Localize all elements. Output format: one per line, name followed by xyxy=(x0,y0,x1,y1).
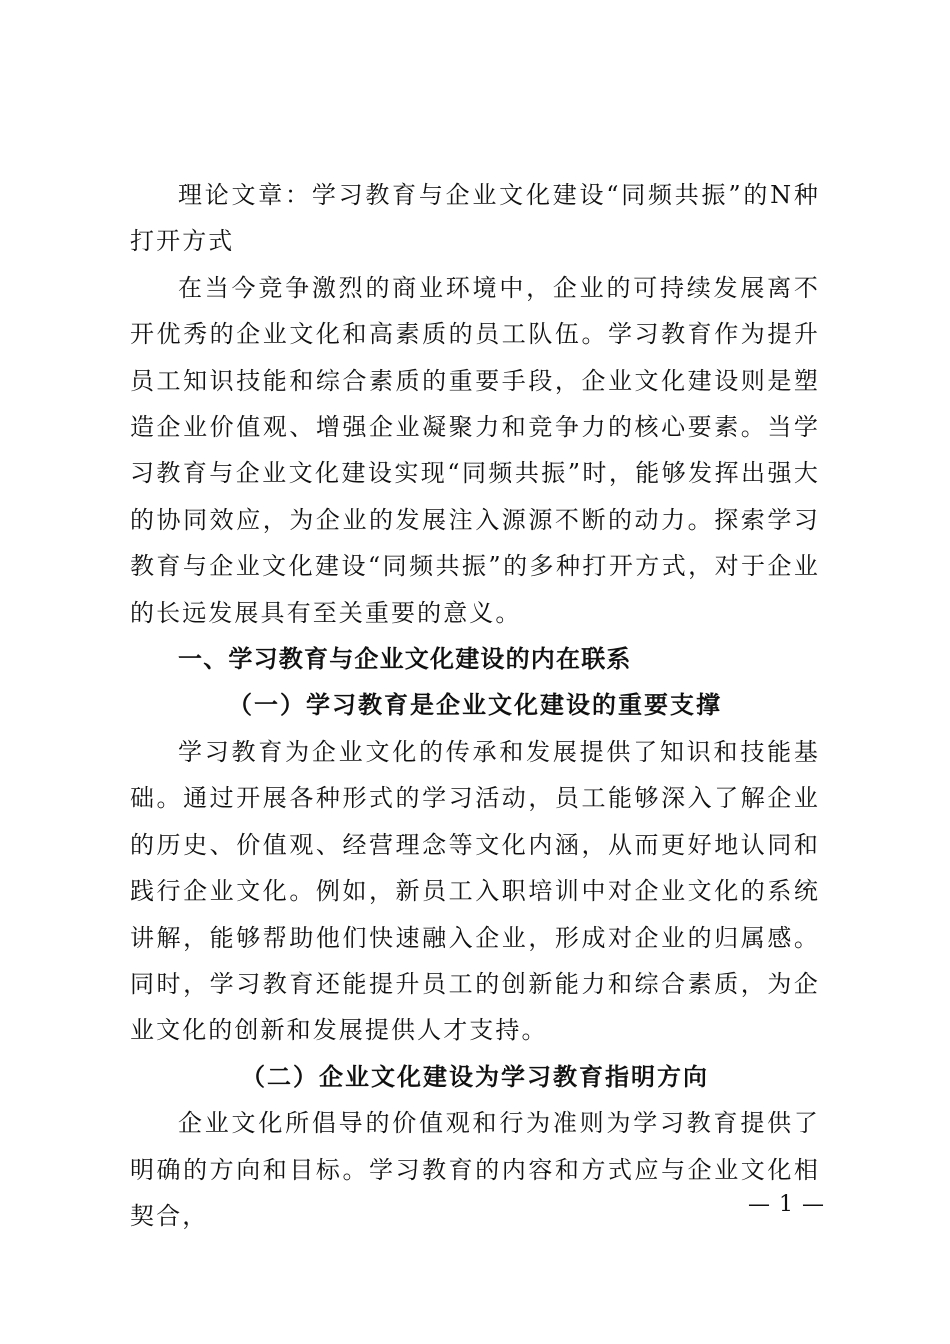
document-title: 理论文章：学习教育与企业文化建设“同频共振”的N种打开方式 xyxy=(130,181,820,256)
subsection-heading-2: （二）企业文化建设为学习教育指明方向 xyxy=(241,1061,709,1091)
intro-paragraph: 在当今竞争激烈的商业环境中，企业的可持续发展离不开优秀的企业文化和高素质的员工队伍。学习教育作为提升员工知识技能和综合素质的重要手段，企业文化建设则是塑造企业价值观、增强企业凝聚力和竞争力的核心要素。当学习教育与企业文化建设实现“同频共振”时，能够发挥出强大的协同效应，为企业的发展注入源源不断的动力。探索学习教育与企业文化建设“同频共振”的多种打开方式，对于企业的长远发展具有至关重要的意义。 xyxy=(130,273,820,627)
document-body xyxy=(130,172,820,1239)
page-number: — 1 — xyxy=(748,1192,825,1217)
subsection-paragraph-2: 企业文化所倡导的价值观和行为准则为学习教育提供了明确的方向和目标。学习教育的内容和方式应与企业文化相契合， xyxy=(130,1109,820,1230)
subsection-paragraph-1: 学习教育为企业文化的传承和发展提供了知识和技能基础。通过开展各种形式的学习活动，员工能够深入了解企业的历史、价值观、经营理念等文化内涵，从而更好地认同和践行企业文化。例如，新员工入职培训中对企业文化的系统讲解，能够帮助他们快速融入企业，形成对企业的归属感。同时，学习教育还能提升员工的创新能力和综合素质，为企业文化的创新和发展提供人才支持。 xyxy=(130,737,820,1045)
subsection-heading-1: （一）学习教育是企业文化建设的重要支撑 xyxy=(228,690,722,720)
section-heading-1: 一、学习教育与企业文化建设的内在联系 xyxy=(178,645,632,674)
